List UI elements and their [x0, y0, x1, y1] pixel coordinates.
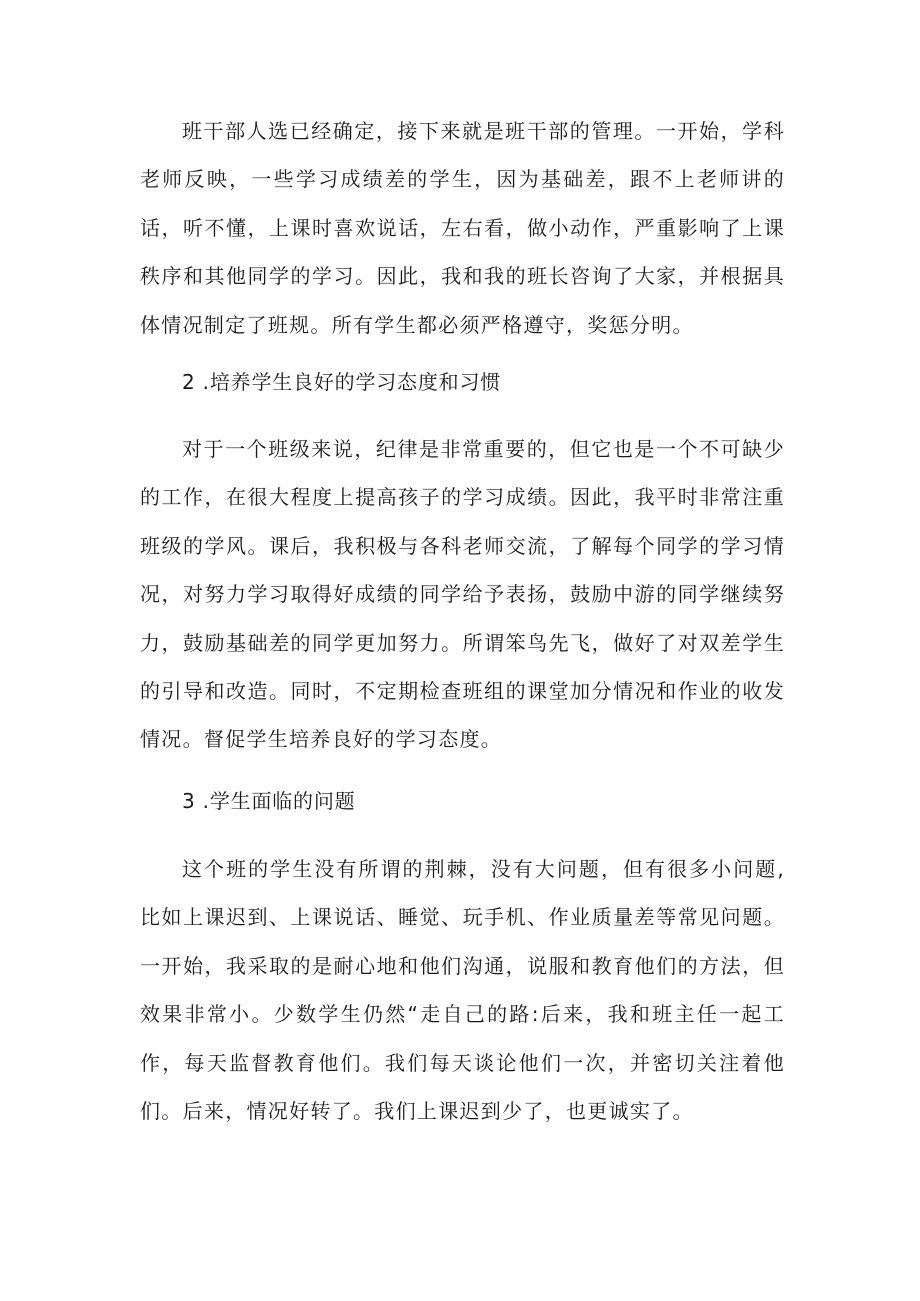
body-paragraph: 班干部人选已经确定，接下来就是班干部的管理。一开始，学科老师反映，一些学习成绩差的学生，因为基础差，跟不上老师讲的话，听不懂，上课时喜欢说话，左右看，做小动作，严重影响了上课秩序和其他同学的学习。因此，我和我的班长咨询了大家，并根据具体情况制定了班规。所有学生都必须严格遵守，奖惩分明。	[140, 119, 785, 337]
section-heading: 2 .培养学生良好的学习态度和习惯	[182, 370, 502, 394]
section-heading: 3 .学生面临的问题	[182, 789, 356, 813]
body-paragraph: 这个班的学生没有所谓的荆棘，没有大问题，但有很多小问题,比如上课迟到、上课说话、睡觉、玩手机、作业质量差等常见问题。一开始，我采取的是耐心地和他们沟通，说服和教育他们的方法，但效果非常小。少数学生仍然“走自己的路:后来，我和班主任一起工作，每天监督教育他们。我们每天谈论他们一次，并密切关注着他们。后来，情况好转了。我们上课迟到少了，也更诚实了。	[140, 857, 785, 1124]
body-paragraph: 对于一个班级来说，纪律是非常重要的，但它也是一个不可缺少的工作，在很大程度上提高孩子的学习成绩。因此，我平时非常注重班级的学风。课后，我积极与各科老师交流，了解每个同学的学习情况，对努力学习取得好成绩的同学给予表扬，鼓励中游的同学继续努力，鼓励基础差的同学更加努力。所谓笨鸟先飞，做好了对双差学生的引导和改造。同时，不定期检查班组的课堂加分情况和作业的收发情况。督促学生培养良好的学习态度。	[140, 437, 785, 752]
